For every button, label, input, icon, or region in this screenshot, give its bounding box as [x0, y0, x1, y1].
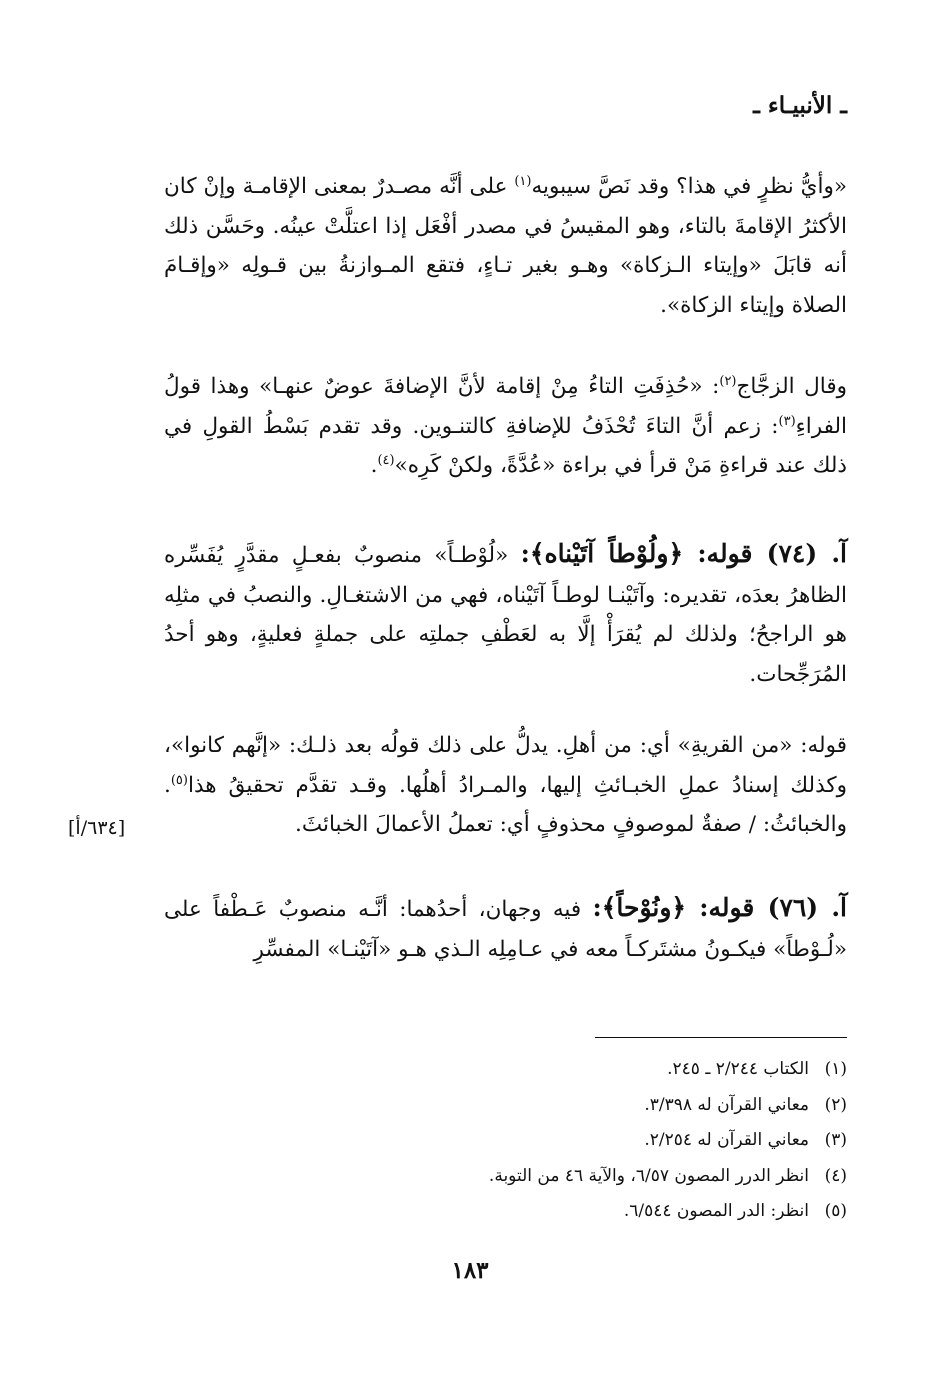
footnote-item: [247, 1159, 847, 1195]
paragraph-text: وقال الزجَّاج: [736, 374, 847, 399]
paragraph-text: .: [370, 453, 378, 478]
page-number: ١٨٣: [451, 1257, 489, 1284]
footnote-number: (١): [824, 1059, 847, 1079]
footnote-item: [247, 1052, 847, 1088]
footnote-text: انظر: الدر المصون ٦/٥٤٤.: [623, 1201, 809, 1221]
verse-heading: آ. (٧٤) قوله: ﴿ولُوْطاً آتَيْناه﴾:: [520, 539, 847, 568]
footnote-number: (٢): [824, 1094, 847, 1115]
footnotes: [247, 1052, 847, 1230]
footnote-item: [247, 1123, 847, 1159]
footnote-number: (٥): [824, 1201, 847, 1221]
paragraph-verse-74: [164, 534, 847, 694]
footnote-number: (٣): [824, 1130, 847, 1150]
footnote-text: الكتاب ٢/٢٤٤ ـ ٢٤٥.: [667, 1059, 809, 1079]
footnote-text: معاني القرآن له ٣/٣٩٨.: [644, 1094, 809, 1115]
paragraph-4: [164, 726, 847, 845]
footnote-separator: [595, 1037, 847, 1038]
paragraph-1: [164, 167, 847, 325]
footnote-number: (٤): [824, 1165, 847, 1186]
paragraph-text: «لُوْطـاً» منصوبٌ بفعـلٍ مقدَّرٍ يُفَسِّره الظاهرُ بعدَه، تقديره: وآتَيْنـا لوطـاً آتَيْناه، فهي من الاشتغـالِ. والنصبُ في مثلِه هو الراجحُ؛ ولذلك لم يُقرَأْ إلَّا به لعَطْفِ جملتِه على جملةٍ فعليةٍ، وهو أحدُ المُرَجِّحات.: [164, 543, 847, 687]
footnote-ref: (٤): [377, 452, 395, 468]
footnote-item: [247, 1194, 847, 1230]
footnote-ref: (٢): [719, 373, 737, 389]
footnote-ref: (١): [514, 173, 532, 189]
paragraph-text: على أنَّه مصـدرٌ بمعنى الإقامـة وإنْ كان الأكثرُ الإقامةَ بالتاء، وهو المقيسُ في مصدر أفْعَل إذا اعتلَّتْ عينُه. وحَسَّن ذلك أنه قابَلَ «وإيتاء الـزكاة» وهـو بغير تـاءٍ، فتقع المـوازنةُ بين قـولِه «وإقـامَ الصلاة وإيتاء الزكاة».: [164, 174, 847, 318]
paragraph-text: : زعم أنَّ التاءَ تُحْذَفُ للإضافةِ كالتنـوين. وقد تقدم بَسْطُ القولِ في ذلك عند قراءةِ مَنْ قرأ في براءة «عُدَّةً، ولكنْ كَرِه»: [164, 413, 847, 478]
paragraph-text: فيه وجهان، أحدُهما: أنَّـه منصوبٌ عَـطْفاً على «لُـوْطاً» فيكـونُ مشتَركـاً معه في عـامِلِه الـذي هـو «آتَيْنـا» المفسِّرِ: [164, 897, 847, 962]
paragraph-text: . والخبائثُ: / صفةٌ لموصوفٍ محذوفٍ أي: تعملُ الأعمالَ الخبائثَ.: [164, 772, 847, 837]
paragraph-text: قوله: «من القريةِ» أي: من أهلِ. يدلُّ على ذلك قولُه بعد ذلـك: «إنَّهم كانوا»، وكذلك إسنادُ عملِ الخبـائثِ إليها، والمـرادُ أهلُها. وقـد تقدَّم تحقيقُ هذا: [164, 733, 847, 798]
running-header: ـ الأنبيـاء ـ: [753, 92, 847, 119]
paragraph-verse-76: [164, 888, 847, 969]
footnote-text: معاني القرآن له ٢/٢٥٤.: [644, 1130, 809, 1150]
verse-heading: آ. (٧٦) قوله: ﴿ونُوْحاً﴾:: [592, 893, 847, 922]
manuscript-folio-marker: [٦٣٤/أ]: [68, 817, 126, 839]
footnote-ref: (٥): [170, 772, 188, 788]
paragraph-text: : «حُذِفَتِ التاءُ مِنْ إقامة لأنَّ الإضافةَ عوضٌ عنهـا» وهذا قولُ الفراءِ: [164, 374, 847, 439]
paragraph-text: «وأيُّ نظرٍ في هذا؟ وقد نَصَّ سيبويه: [531, 174, 847, 199]
paragraph-2: [164, 367, 847, 486]
footnote-ref: (٣): [778, 413, 796, 429]
footnote-text: انظر الدرر المصون ٦/٥٧، والآية ٤٦ من التوبة.: [488, 1165, 809, 1186]
footnote-item: [247, 1088, 847, 1124]
